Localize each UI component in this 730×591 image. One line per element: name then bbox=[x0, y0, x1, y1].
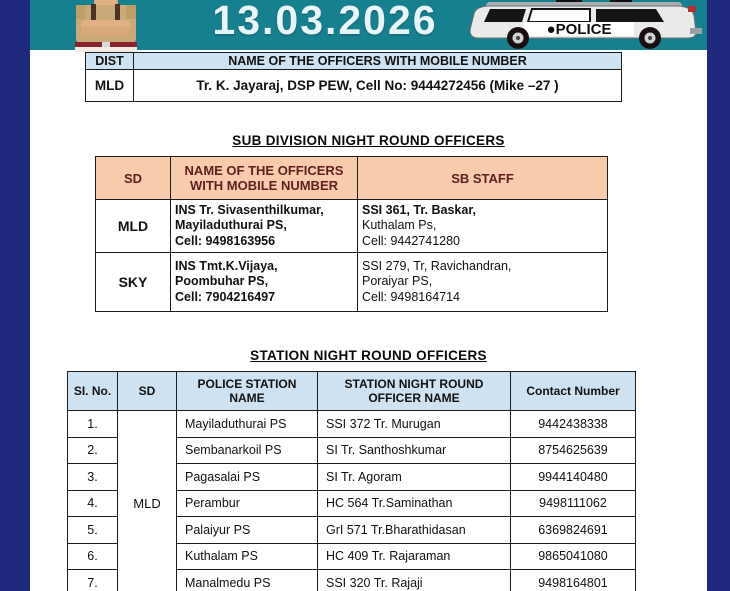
round-officer-name: HC 409 Tr. Rajaraman bbox=[318, 543, 511, 570]
serial-number: 5. bbox=[68, 517, 118, 544]
police-car-illustration bbox=[460, 0, 704, 50]
police-officer-illustration bbox=[63, 0, 148, 52]
police-station-name: Mayiladuthurai PS bbox=[177, 411, 318, 438]
contact-number: 9498164801 bbox=[511, 570, 636, 591]
contact-number: 9944140480 bbox=[511, 464, 636, 491]
district-officer-table bbox=[85, 52, 622, 102]
round-officer-col-header: STATION NIGHT ROUND OFFICER NAME bbox=[318, 372, 511, 411]
contact-number: 8754625639 bbox=[511, 437, 636, 464]
officer-details: INS Tr. Sivasenthilkumar, Mayiladuthurai PS, Cell: 9498163956 bbox=[171, 200, 358, 253]
round-officer-name: SI Tr. Agoram bbox=[318, 464, 511, 491]
contact-number: 9498111062 bbox=[511, 490, 636, 517]
table-row bbox=[96, 200, 608, 253]
serial-number: 3. bbox=[68, 464, 118, 491]
station-name-col-header: POLICE STATION NAME bbox=[177, 372, 318, 411]
contact-number: 9442438338 bbox=[511, 411, 636, 438]
sd-col-header: SD bbox=[96, 157, 171, 200]
sd-col-header: SD bbox=[118, 372, 177, 411]
station-officers-table bbox=[67, 371, 636, 591]
serial-number: 4. bbox=[68, 490, 118, 517]
police-station-name: Sembanarkoil PS bbox=[177, 437, 318, 464]
sb-staff-details: SSI 279, Tr, Ravichandran, Poraiyar PS, Cell: 9498164714 bbox=[358, 253, 608, 312]
police-station-name: Kuthalam PS bbox=[177, 543, 318, 570]
round-officer-name: SSI 372 Tr. Murugan bbox=[318, 411, 511, 438]
station-section-title: STATION NIGHT ROUND OFFICERS bbox=[250, 348, 487, 363]
serial-number: 2. bbox=[68, 437, 118, 464]
table-row bbox=[86, 70, 622, 102]
contact-number: 6369824691 bbox=[511, 517, 636, 544]
sd-code: MLD bbox=[96, 200, 171, 253]
police-station-name: Pagasalai PS bbox=[177, 464, 318, 491]
district-code: MLD bbox=[86, 70, 134, 102]
police-station-name: Manalmedu PS bbox=[177, 570, 318, 591]
table-row bbox=[96, 253, 608, 312]
page-content bbox=[30, 0, 707, 591]
police-car-label: ●POLICE bbox=[546, 21, 612, 38]
serial-number: 6. bbox=[68, 543, 118, 570]
officer-details: INS Tmt.K.Vijaya, Poombuhar PS, Cell: 7904216497 bbox=[171, 253, 358, 312]
top-banner bbox=[30, 0, 707, 50]
district-col-header: DIST bbox=[86, 53, 134, 70]
date-heading: 13.03.2026 bbox=[212, 0, 438, 43]
contact-col-header: Contact Number bbox=[511, 372, 636, 411]
serial-number: 7. bbox=[68, 570, 118, 591]
sub-division-table bbox=[95, 156, 608, 312]
round-officer-name: HC 564 Tr.Saminathan bbox=[318, 490, 511, 517]
table-row bbox=[68, 411, 636, 438]
sd-merged-cell: MLD bbox=[118, 411, 177, 591]
round-officer-name: SI Tr. Santhoshkumar bbox=[318, 437, 511, 464]
sb-staff-details: SSI 361, Tr. Baskar, Kuthalam Ps, Cell: 9442741280 bbox=[358, 200, 608, 253]
sd-code: SKY bbox=[96, 253, 171, 312]
officer-col-header: NAME OF THE OFFICERS WITH MOBILE NUMBER bbox=[134, 53, 622, 70]
police-station-name: Perambur bbox=[177, 490, 318, 517]
district-officer-details: Tr. K. Jayaraj, DSP PEW, Cell No: 9444272456 (Mike –27 ) bbox=[134, 70, 622, 102]
round-officer-name: GrI 571 Tr.Bharathidasan bbox=[318, 517, 511, 544]
sub-division-section-title: SUB DIVISION NIGHT ROUND OFFICERS bbox=[232, 133, 505, 148]
round-officer-name: SSI 320 Tr. Rajaji bbox=[318, 570, 511, 591]
sb-staff-col-header: SB STAFF bbox=[358, 157, 608, 200]
slno-col-header: SI. No. bbox=[68, 372, 118, 411]
serial-number: 1. bbox=[68, 411, 118, 438]
police-station-name: Palaiyur PS bbox=[177, 517, 318, 544]
contact-number: 9865041080 bbox=[511, 543, 636, 570]
officers-col-header: NAME OF THE OFFICERS WITH MOBILE NUMBER bbox=[171, 157, 358, 200]
